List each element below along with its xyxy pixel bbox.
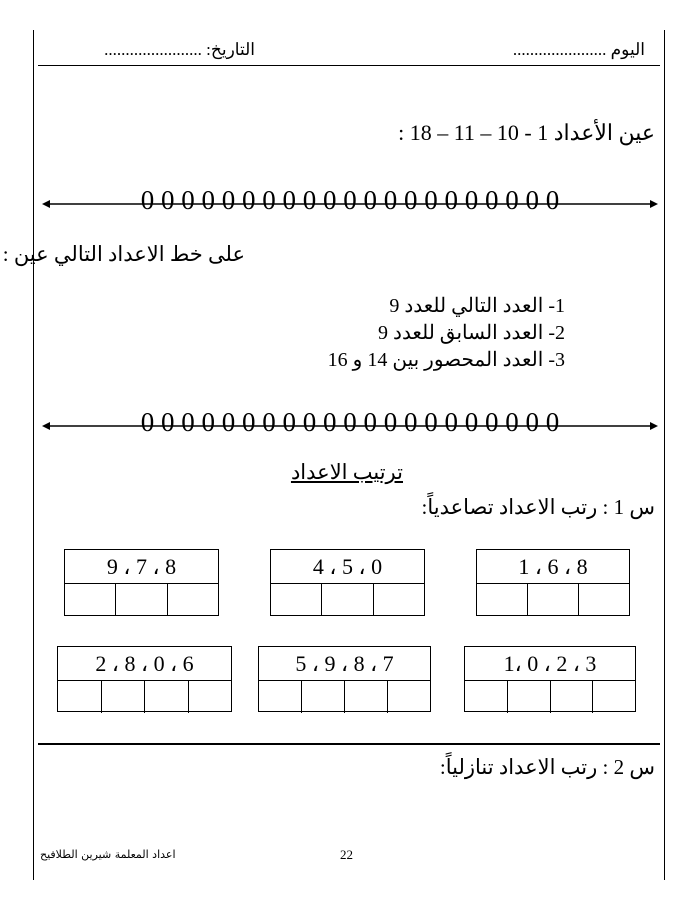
answer-cell[interactable] bbox=[465, 681, 507, 713]
answer-cell[interactable] bbox=[344, 681, 387, 713]
number-line-2 bbox=[42, 407, 658, 438]
answer-cell[interactable] bbox=[507, 681, 550, 713]
order-box-3 bbox=[64, 549, 219, 616]
answer-cell[interactable] bbox=[259, 681, 301, 713]
number-line-2-ticks: 0 0 0 0 0 0 0 0 0 0 0 0 0 0 0 0 0 0 0 0 0 bbox=[140, 407, 560, 437]
order-box-numbers: 8 ، 7 ، 9 bbox=[65, 550, 218, 584]
answer-cell[interactable] bbox=[592, 681, 635, 713]
answer-cell[interactable] bbox=[373, 584, 424, 616]
order-box-1 bbox=[476, 549, 630, 616]
order-box-numbers: 0 ، 5 ، 4 bbox=[271, 550, 424, 584]
date-field bbox=[104, 40, 255, 60]
order-box-numbers: 3 ، 2 ، 0 ،1 bbox=[465, 647, 635, 681]
identify-prompt: عين الأعداد 1 - 10 – 11 – 18 : bbox=[398, 120, 655, 145]
answer-cell[interactable] bbox=[527, 584, 578, 616]
header-rule bbox=[38, 65, 660, 66]
answer-cell[interactable] bbox=[115, 584, 166, 616]
task-2: 2- العدد السابق للعدد 9 bbox=[378, 322, 565, 344]
answer-cell[interactable] bbox=[188, 681, 232, 713]
author-credit: اعداد المعلمة شيرين الطلافيح bbox=[40, 848, 176, 861]
answer-cell[interactable] bbox=[58, 681, 101, 713]
answer-cell[interactable] bbox=[101, 681, 145, 713]
page-frame bbox=[33, 30, 665, 880]
task-3: 3- العدد المحصور بين 14 و 16 bbox=[327, 349, 565, 371]
page-number: 22 bbox=[340, 847, 353, 862]
answer-cell[interactable] bbox=[387, 681, 430, 713]
day-dots: ...................... bbox=[512, 40, 607, 59]
day-label: اليوم bbox=[610, 40, 645, 59]
answer-cell[interactable] bbox=[65, 584, 115, 616]
answer-cell[interactable] bbox=[578, 584, 629, 616]
number-line-prompt: على خط الاعداد التالي عين : bbox=[2, 242, 245, 266]
day-field bbox=[513, 40, 645, 60]
number-line-1 bbox=[42, 185, 658, 216]
ordering-title: ترتيب الاعداد bbox=[290, 460, 403, 484]
order-box-4 bbox=[464, 646, 636, 712]
answer-cell[interactable] bbox=[550, 681, 593, 713]
q1-prompt: س 1 : رتب الاعداد تصاعدياً: bbox=[421, 495, 655, 519]
number-line-1-ticks: 0 0 0 0 0 0 0 0 0 0 0 0 0 0 0 0 0 0 0 0 0 bbox=[140, 185, 560, 215]
order-box-5 bbox=[258, 646, 431, 712]
order-box-2 bbox=[270, 549, 425, 616]
answer-cell[interactable] bbox=[167, 584, 218, 616]
order-box-numbers: 6 ، 0 ، 8 ، 2 bbox=[58, 647, 231, 681]
task-1: 1- العدد التالي للعدد 9 bbox=[389, 295, 565, 317]
section-divider bbox=[38, 743, 660, 745]
answer-cell[interactable] bbox=[271, 584, 321, 616]
date-label: التاريخ: bbox=[206, 40, 255, 59]
answer-cell[interactable] bbox=[477, 584, 527, 616]
answer-cell[interactable] bbox=[301, 681, 344, 713]
order-box-numbers: 8 ، 6 ، 1 bbox=[477, 550, 629, 584]
date-dots: ....................... bbox=[104, 40, 202, 59]
answer-cell[interactable] bbox=[321, 584, 372, 616]
q2-prompt: س 2 : رتب الاعداد تنازلياً: bbox=[439, 755, 655, 779]
order-box-numbers: 7 ، 8 ، 9 ، 5 bbox=[259, 647, 430, 681]
order-box-6 bbox=[57, 646, 232, 712]
answer-cell[interactable] bbox=[144, 681, 188, 713]
